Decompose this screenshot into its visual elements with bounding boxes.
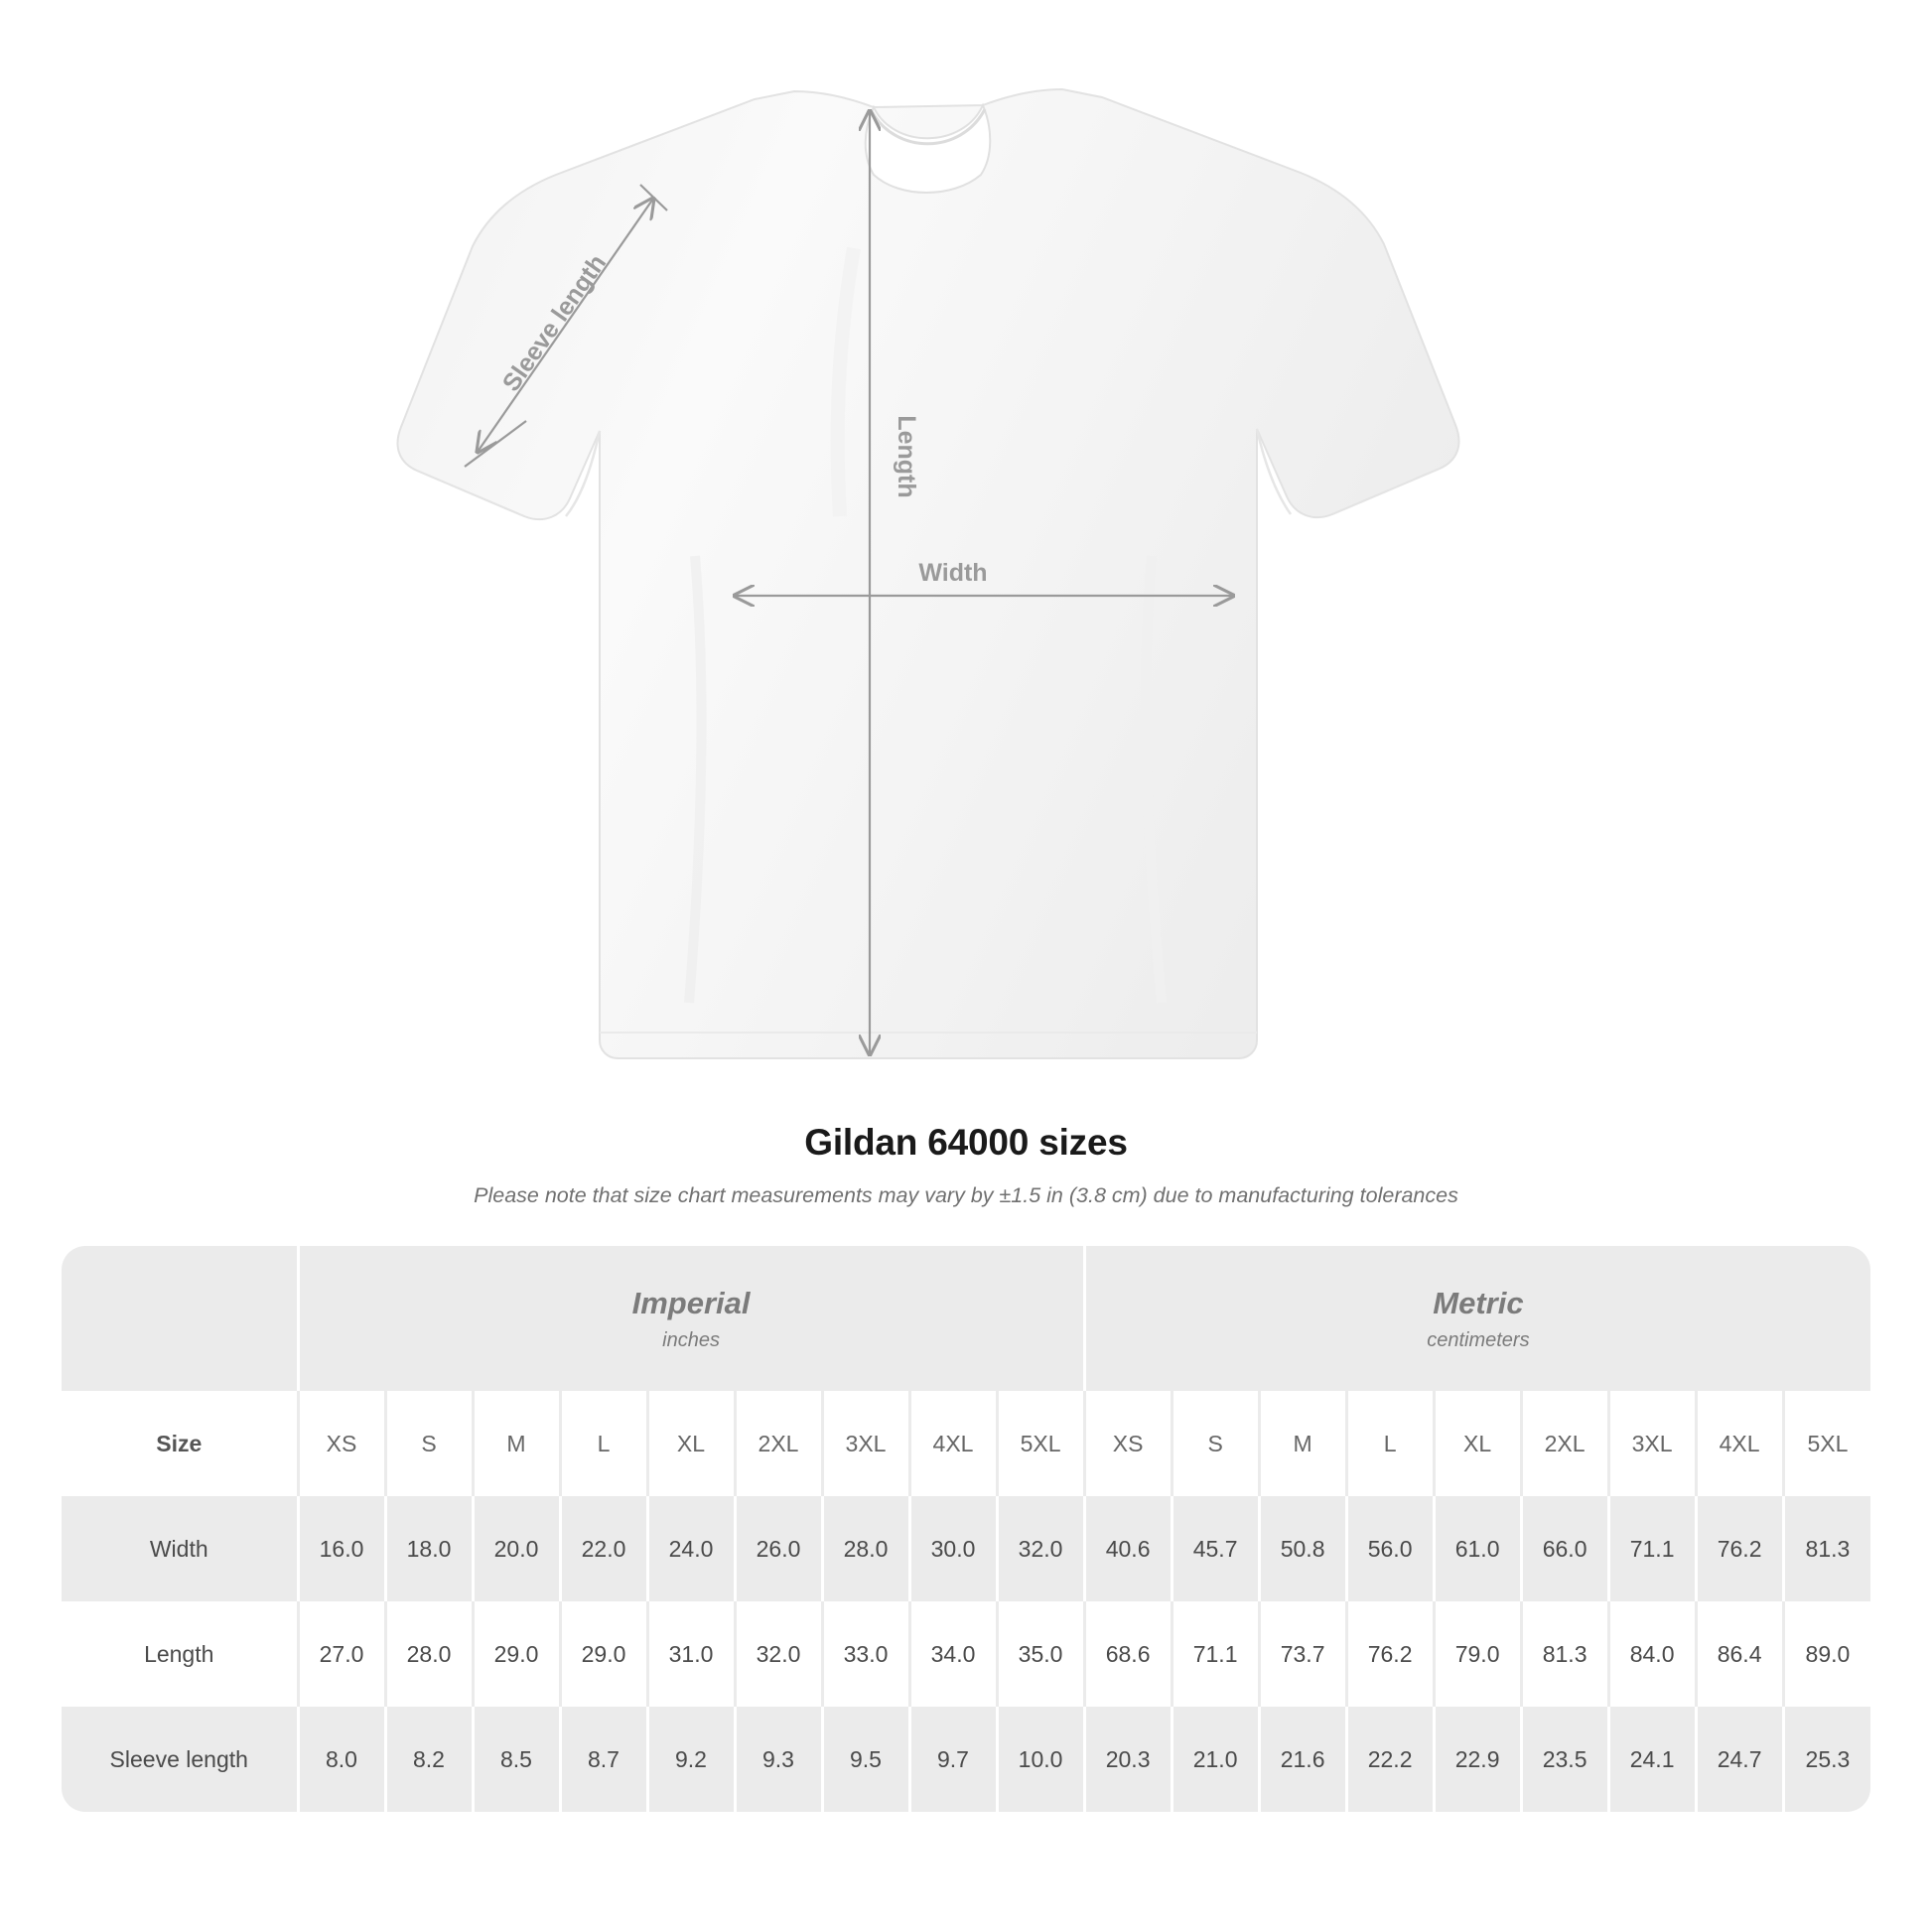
row-label: Length <box>62 1601 298 1707</box>
table-cell: 23.5 <box>1521 1707 1608 1812</box>
table-cell: 24.0 <box>647 1496 735 1601</box>
size-header-cell: S <box>385 1391 473 1496</box>
size-header-cell: XL <box>1434 1391 1521 1496</box>
table-cell: 22.9 <box>1434 1707 1521 1812</box>
table-cell: 10.0 <box>997 1707 1084 1812</box>
size-header-cell: XS <box>1084 1391 1172 1496</box>
table-row <box>62 1601 1870 1707</box>
size-header-cell: 4XL <box>909 1391 997 1496</box>
chart-heading <box>0 1122 1932 1208</box>
table-cell: 32.0 <box>997 1496 1084 1601</box>
table-cell: 29.0 <box>473 1601 560 1707</box>
table-cell: 86.4 <box>1696 1601 1783 1707</box>
size-header-cell: S <box>1172 1391 1259 1496</box>
table-cell: 56.0 <box>1346 1496 1434 1601</box>
tolerance-note: Please note that size chart measurements may vary by ±1.5 in (3.8 cm) due to manufacturing tolerances <box>474 1183 1458 1207</box>
unit-group-imperial <box>298 1246 1084 1391</box>
size-header-cell: 3XL <box>1608 1391 1696 1496</box>
table-cell: 61.0 <box>1434 1496 1521 1601</box>
table-cell: 9.3 <box>735 1707 822 1812</box>
unit-group-imperial-name: Imperial <box>631 1285 751 1320</box>
size-table <box>62 1246 1870 1812</box>
table-cell: 81.3 <box>1783 1496 1870 1601</box>
table-cell: 66.0 <box>1521 1496 1608 1601</box>
table-cell: 40.6 <box>1084 1496 1172 1601</box>
table-cell: 24.1 <box>1608 1707 1696 1812</box>
size-header-cell: 5XL <box>997 1391 1084 1496</box>
unit-header-row <box>62 1246 1870 1391</box>
table-cell: 76.2 <box>1346 1601 1434 1707</box>
table-cell: 84.0 <box>1608 1601 1696 1707</box>
table-cell: 18.0 <box>385 1496 473 1601</box>
table-cell: 8.0 <box>298 1707 385 1812</box>
size-header-row <box>62 1391 1870 1496</box>
table-cell: 21.0 <box>1172 1707 1259 1812</box>
unit-group-imperial-sub: inches <box>662 1329 720 1352</box>
unit-group-metric-sub: centimeters <box>1427 1329 1530 1352</box>
table-cell: 71.1 <box>1172 1601 1259 1707</box>
table-cell: 32.0 <box>735 1601 822 1707</box>
table-cell: 9.5 <box>822 1707 909 1812</box>
table-cell: 8.2 <box>385 1707 473 1812</box>
table-cell: 21.6 <box>1259 1707 1346 1812</box>
size-header-cell: 5XL <box>1783 1391 1870 1496</box>
table-cell: 28.0 <box>385 1601 473 1707</box>
table-cell: 25.3 <box>1783 1707 1870 1812</box>
table-cell: 20.0 <box>473 1496 560 1601</box>
table-cell: 76.2 <box>1696 1496 1783 1601</box>
unit-group-metric-name: Metric <box>1433 1285 1524 1320</box>
table-cell: 31.0 <box>647 1601 735 1707</box>
table-row <box>62 1707 1870 1812</box>
table-cell: 28.0 <box>822 1496 909 1601</box>
size-table-wrapper <box>62 1246 1870 1812</box>
table-cell: 8.7 <box>560 1707 647 1812</box>
size-header-cell: 4XL <box>1696 1391 1783 1496</box>
size-header-cell: L <box>1346 1391 1434 1496</box>
sleeve-length-label: Sleeve length <box>496 249 613 397</box>
table-cell: 8.5 <box>473 1707 560 1812</box>
size-header-cell: 2XL <box>735 1391 822 1496</box>
table-cell: 68.6 <box>1084 1601 1172 1707</box>
table-cell: 9.2 <box>647 1707 735 1812</box>
table-cell: 9.7 <box>909 1707 997 1812</box>
row-label: Width <box>62 1496 298 1601</box>
table-cell: 35.0 <box>997 1601 1084 1707</box>
table-cell: 22.0 <box>560 1496 647 1601</box>
width-label: Width <box>918 559 988 587</box>
table-cell: 89.0 <box>1783 1601 1870 1707</box>
size-header-cell: L <box>560 1391 647 1496</box>
table-cell: 79.0 <box>1434 1601 1521 1707</box>
page-title: Gildan 64000 sizes <box>804 1122 1128 1163</box>
table-row <box>62 1496 1870 1601</box>
table-cell: 27.0 <box>298 1601 385 1707</box>
table-cell: 73.7 <box>1259 1601 1346 1707</box>
table-cell: 45.7 <box>1172 1496 1259 1601</box>
table-cell: 81.3 <box>1521 1601 1608 1707</box>
table-cell: 20.3 <box>1084 1707 1172 1812</box>
length-label: Length <box>893 415 920 498</box>
table-cell: 30.0 <box>909 1496 997 1601</box>
table-cell: 24.7 <box>1696 1707 1783 1812</box>
table-cell: 26.0 <box>735 1496 822 1601</box>
size-header-cell: M <box>473 1391 560 1496</box>
table-cell: 50.8 <box>1259 1496 1346 1601</box>
table-cell: 71.1 <box>1608 1496 1696 1601</box>
size-header-label: Size <box>62 1391 298 1496</box>
table-cell: 22.2 <box>1346 1707 1434 1812</box>
table-cell: 16.0 <box>298 1496 385 1601</box>
unit-corner-cell <box>62 1246 298 1391</box>
size-header-cell: 2XL <box>1521 1391 1608 1496</box>
unit-group-metric <box>1084 1246 1870 1391</box>
row-label: Sleeve length <box>62 1707 298 1812</box>
size-header-cell: XS <box>298 1391 385 1496</box>
table-cell: 29.0 <box>560 1601 647 1707</box>
size-header-cell: M <box>1259 1391 1346 1496</box>
size-header-cell: 3XL <box>822 1391 909 1496</box>
table-cell: 33.0 <box>822 1601 909 1707</box>
table-cell: 34.0 <box>909 1601 997 1707</box>
size-header-cell: XL <box>647 1391 735 1496</box>
